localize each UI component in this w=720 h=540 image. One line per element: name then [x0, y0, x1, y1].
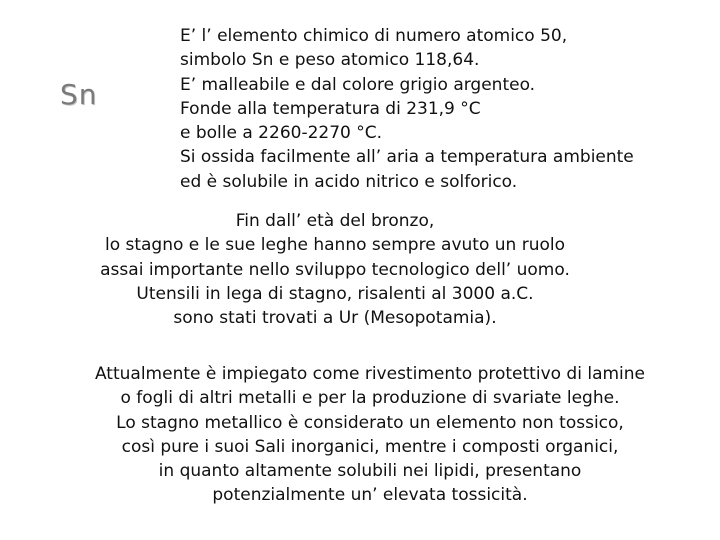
uses-line: o fogli di altri metalli e per la produzione di svariate leghe.	[120, 388, 620, 409]
history-line: sono stati trovati a Ur (Mesopotamia).	[173, 308, 497, 329]
intro-line: simbolo Sn e peso atomico 118,64.	[180, 50, 480, 71]
uses-line: così pure i suoi Sali inorganici, mentre i composti organici,	[121, 436, 619, 457]
history-line: Utensili in lega di stagno, risalenti al 3000 a.C.	[136, 283, 534, 304]
intro-line: E’ l’ elemento chimico di numero atomico 50,	[180, 26, 568, 46]
element-symbol: Sn	[60, 78, 98, 111]
intro-line: ed è solubile in acido nitrico e solforico.	[180, 171, 518, 192]
intro-line: Si ossida facilmente all’ aria a temperatura ambiente	[180, 147, 634, 168]
uses-paragraph	[60, 362, 680, 508]
history-line: assai importante nello sviluppo tecnologico dell’ uomo.	[100, 259, 570, 280]
history-line: Fin dall’ età del bronzo,	[235, 211, 435, 231]
intro-line: Fonde alla temperatura di 231,9 °C	[180, 98, 481, 119]
intro-line: E’ malleabile e dal colore grigio argenteo.	[180, 74, 536, 95]
intro-paragraph	[180, 24, 634, 194]
history-paragraph	[60, 209, 610, 330]
uses-line: potenzialmente un’ elevata tossicità.	[212, 485, 528, 506]
uses-line: Attualmente è impiegato come rivestimento protettivo di lamine	[94, 364, 646, 384]
uses-line: in quanto altamente solubili nei lipidi, presentano	[158, 461, 582, 482]
intro-line: e bolle a 2260-2270 °C.	[180, 123, 383, 144]
uses-line: Lo stagno metallico è considerato un elemento non tossico,	[116, 412, 624, 433]
history-line: lo stagno e le sue leghe hanno sempre avuto un ruolo	[104, 235, 566, 256]
